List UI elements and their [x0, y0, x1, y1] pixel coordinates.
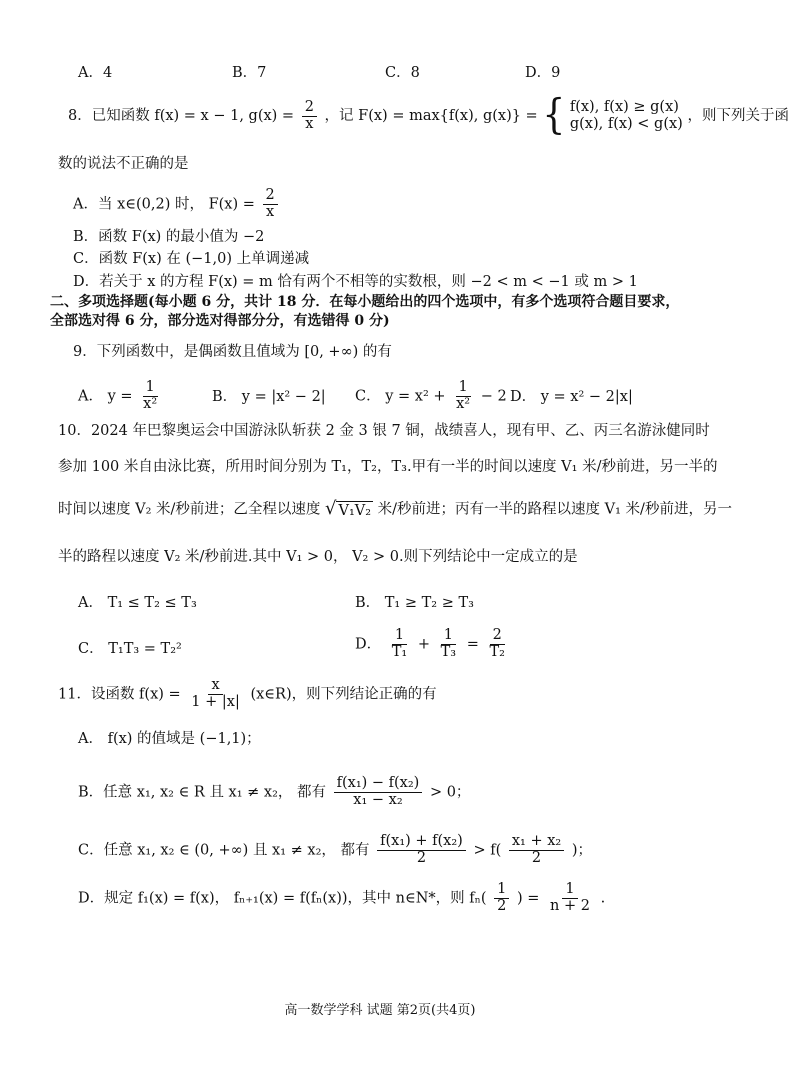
q9-option-c: C． y = x² + $\frac{1}{\text{x²}}$ − 2 — [355, 379, 507, 412]
q10-line4: 半的路程以速度 V₂ 米/秒前进.其中 V₁ > 0， V₂ > 0.则下列结论中一定成立的是 — [58, 549, 578, 565]
q8-brace: { — [542, 91, 566, 139]
q7-option-b: B．7 — [232, 65, 267, 81]
q11-option-a: A． f(x) 的值域是 (−1,1)； — [78, 731, 261, 747]
q7-option-d: D．9 — [525, 65, 561, 81]
q8-stem-cont: 数的说法不正确的是 — [58, 156, 189, 172]
q7-option-c: C．8 — [385, 65, 420, 81]
q10-option-d: D． $\frac{1}{\text{T₁}}$ + $\frac{1}{\text{T₃}}$ = $\frac{2}{\text{T₂}}$ — [355, 627, 505, 660]
q10-option-b: B． T₁ ≥ T₂ ≥ T₃ — [355, 595, 474, 611]
q10-option-a: A． T₁ ≤ T₂ ≤ T₃ — [78, 595, 197, 611]
q8-option-a: A．当 x∈(0,2) 时， F(x) = $\frac{2}{x}$ — [73, 188, 281, 221]
section-2-header-line1: 二、多项选择题(每小题 6 分，共计 18 分．在每小题给出的四个选项中，有多个选项符合题目要求， — [50, 294, 680, 310]
q9-option-a: A． y = $\frac{1}{\text{x²}}$ — [78, 379, 158, 412]
q9-option-b: B． y = |x² − 2| — [212, 389, 326, 405]
q8-option-c: C．函数 F(x) 在 (−1,0) 上单调递减 — [73, 251, 310, 267]
section-2-header-line2: 全部选对得 6 分，部分选对得部分分，有选错得 0 分) — [50, 313, 390, 329]
q10-option-c: C． T₁T₃ = T₂² — [78, 641, 182, 657]
q8-cases: f(x), f(x) ≥ g(x) g(x), f(x) < g(x) — [569, 98, 683, 132]
q10-line2: 参加 100 米自由泳比赛，所用时间分别为 T₁，T₂，T₃.甲有一半的时间以速度 V₁ 米/秒前进，另一半的 — [58, 459, 718, 475]
q7-option-a: A．4 — [78, 65, 113, 81]
q8-stem: 8．已知函数 f(x) = x − 1, g(x) = $\frac{2}{x}$ ，记 F(x) = max{f(x), g(x)} = { f(x), f(x) ≥ g(x) g(x), f(x) < g(x) ，则下列关于函 — [68, 91, 789, 139]
q11-option-b: B．任意 x₁, x₂ ∈ R 且 x₁ ≠ x₂， 都有 $\frac{\text{f(x₁) − f(x₂)}}{\text{x₁ − x₂}}$ > 0； — [78, 775, 471, 808]
q9-stem: 9．下列函数中，是偶函数且值域为 [0, +∞) 的有 — [73, 344, 392, 360]
q11-stem: 11．设函数 f(x) = $\frac{x}{1 + |x|}$ (x∈R)，则下列结论正确的有 — [58, 677, 437, 710]
q8-g-fraction: $\frac{2}{x}$ — [302, 100, 317, 133]
q8-option-d: D．若关于 x 的方程 F(x) = m 恰有两个不相等的实数根，则 −2 < m < −1 或 m > 1 — [73, 274, 638, 290]
q11-option-c: C．任意 x₁, x₂ ∈ (0, +∞) 且 x₁ ≠ x₂， 都有 $\frac{\text{f(x₁) + f(x₂)}}{2}$ > f( $\frac{\text{x₁ + x₂}}{2}$ )； — [78, 833, 592, 866]
page-footer: 高一数学学科 试题 第2页(共4页) — [284, 1003, 476, 1018]
q10-line1: 10．2024 年巴黎奥运会中国游泳队斩获 2 金 3 银 7 铜，战绩喜人，现有甲、乙、丙三名游泳健同时 — [58, 423, 710, 439]
q11-option-d: D．规定 f₁(x) = f(x)， fₙ₊₁(x) = f(fₙ(x))，其中 n∈N*，则 fₙ( $\frac{1}{2}$ ) = $\frac{1}{n + 2}$ . — [78, 881, 606, 914]
q9-option-d: D． y = x² − 2|x| — [510, 389, 633, 405]
q8-option-b: B．函数 F(x) 的最小值为 −2 — [73, 229, 265, 245]
sqrt-v1v2: √ V₁V₂ — [325, 498, 372, 520]
q10-line3: 时间以速度 V₂ 米/秒前进；乙全程以速度 √ V₁V₂ 米/秒前进；丙有一半的路程以速度 V₁ 米/秒前进，另一 — [58, 498, 732, 520]
